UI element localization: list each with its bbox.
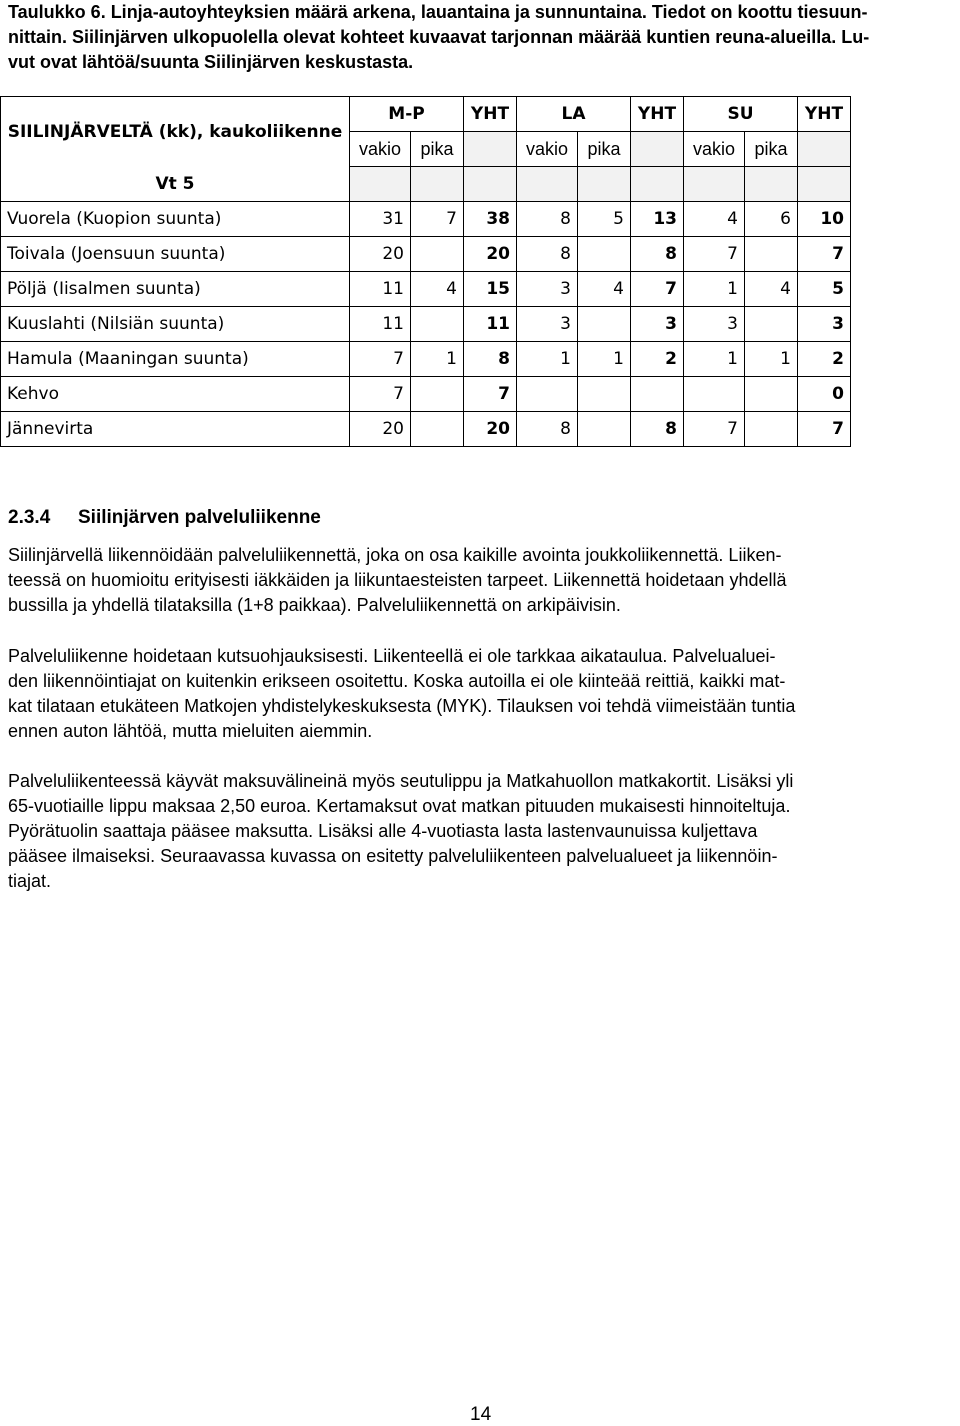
bus-connections-table [0,96,851,447]
empty-cell [517,167,578,202]
header-total: YHT [798,97,851,132]
value-cell: 20 [350,237,411,272]
caption-line: Taulukko 6. Linja-autoyhteyksien määrä arkena, lauantaina ja sunnuntaina. Tiedot on koottu tiesuun- [8,2,868,22]
total-cell: 13 [631,202,684,237]
total-cell: 2 [798,342,851,377]
paragraph-line: den liikennöintiajat on kuitenkin erikseen osoitettu. Koska autoilla ei ole kiinteää reittiä, kaikki mat- [8,671,786,691]
total-cell: 38 [464,202,517,237]
total-cell: 8 [631,412,684,447]
total-cell: 10 [798,202,851,237]
value-cell [578,307,631,342]
value-cell: 7 [684,237,745,272]
paragraph-line: Pyörätuolin saattaja pääsee maksutta. Lisäksi alle 4-vuotiasta lasta lastenvaunuissa kuljettava [8,821,758,841]
table-title: SIILINJÄRVELTÄ (kk), kaukoliikenne [1,97,350,167]
row-label: Kehvo [1,377,350,412]
value-cell [745,412,798,447]
header-total: YHT [631,97,684,132]
table-row [1,202,851,237]
row-label: Pöljä (Iisalmen suunta) [1,272,350,307]
value-cell [745,237,798,272]
total-cell: 2 [631,342,684,377]
value-cell [684,377,745,412]
paragraph-line: bussilla ja yhdellä tilataksilla (1+8 paikkaa). Palveluliikennettä on arkipäivisin. [8,595,621,615]
section-title: Siilinjärven palveluliikenne [78,507,321,528]
value-cell: 6 [745,202,798,237]
value-cell: 1 [411,342,464,377]
paragraph-line: pääsee ilmaiseksi. Seuraavassa kuvassa on esitetty palveluliikenteen palvelualueet ja liikennöin- [8,846,778,866]
subheader-cell: vakio [517,132,578,167]
total-cell: 20 [464,237,517,272]
total-cell: 8 [464,342,517,377]
value-cell: 1 [745,342,798,377]
header-su: SU [684,97,798,132]
caption-line: vut ovat lähtöä/suunta Siilinjärven keskustasta. [8,52,414,72]
subheader-cell: vakio [684,132,745,167]
value-cell [411,412,464,447]
value-cell: 8 [517,202,578,237]
empty-cell [631,132,684,167]
row-label: Hamula (Maaningan suunta) [1,342,350,377]
value-cell: 4 [745,272,798,307]
paragraph-line: Palveluliikenne hoidetaan kutsuohjauksisesti. Liikenteellä ei ole tarkkaa aikataulua. Palvelualuei- [8,646,776,666]
total-cell: 0 [798,377,851,412]
table-row [1,412,851,447]
paragraph [8,644,956,744]
table-row [1,307,851,342]
total-cell: 3 [798,307,851,342]
total-cell: 7 [798,237,851,272]
value-cell [411,307,464,342]
total-cell: 5 [798,272,851,307]
empty-cell [798,132,851,167]
value-cell [411,237,464,272]
total-cell: 7 [631,272,684,307]
value-cell: 8 [517,237,578,272]
value-cell [745,377,798,412]
value-cell: 7 [684,412,745,447]
paragraph-line: ennen auton lähtöä, mutta mieluiten aiemmin. [8,721,373,741]
value-cell: 20 [350,412,411,447]
empty-cell [464,167,517,202]
table-row [1,237,851,272]
value-cell: 11 [350,272,411,307]
value-cell: 7 [411,202,464,237]
header-mp: M-P [350,97,464,132]
header-total: YHT [464,97,517,132]
value-cell: 4 [578,272,631,307]
value-cell [745,307,798,342]
value-cell: 3 [517,307,578,342]
paragraph-line: Siilinjärvellä liikennöidään palveluliikennettä, joka on osa kaikille avointa joukkoliikennettä. Liiken- [8,545,782,565]
value-cell: 8 [517,412,578,447]
header-row [1,97,851,132]
empty-cell [464,132,517,167]
table-row [1,342,851,377]
value-cell: 4 [411,272,464,307]
value-cell: 3 [684,307,745,342]
empty-cell [684,167,745,202]
total-cell: 11 [464,307,517,342]
empty-cell [350,167,411,202]
subheader-cell: pika [578,132,631,167]
row-label: Kuuslahti (Nilsiän suunta) [1,307,350,342]
total-cell: 7 [798,412,851,447]
row-label: Jännevirta [1,412,350,447]
table-row [1,377,851,412]
section-number: 2.3.4 [8,507,51,528]
subheader-cell: pika [411,132,464,167]
subtitle-row [1,167,851,202]
value-cell: 4 [684,202,745,237]
table-body [1,202,851,447]
value-cell [411,377,464,412]
value-cell [578,237,631,272]
value-cell [578,377,631,412]
value-cell: 1 [684,342,745,377]
paragraph-line: tiajat. [8,871,52,891]
total-cell [631,377,684,412]
empty-cell [631,167,684,202]
paragraph-line: Palveluliikenteessä käyvät maksuvälineinä myös seutulippu ja Matkahuollon matkakortit. Lisäksi yli [8,771,794,791]
value-cell: 31 [350,202,411,237]
paragraph [8,543,956,618]
page-number: 14 [470,1404,492,1425]
paragraph-line: kat tilataan etukäteen Matkojen yhdistelykeskuksesta (MYK). Tilauksen voi tehdä viimeistään tuntia [8,696,796,716]
subheader-cell: vakio [350,132,411,167]
row-label: Vuorela (Kuopion suunta) [1,202,350,237]
caption-line: nittain. Siilinjärven ulkopuolella olevat kohteet kuvaavat tarjonnan määrää kuntien reuna-alueilla. Lu- [8,27,870,47]
value-cell: 5 [578,202,631,237]
section-heading [8,507,321,529]
table-subtitle: Vt 5 [1,167,350,202]
total-cell: 8 [631,237,684,272]
paragraph-line: teessä on huomioitu erityisesti iäkkäiden ja liikuntaesteisten tarpeet. Liikennettä hoidetaan yhdellä [8,570,787,590]
value-cell: 3 [517,272,578,307]
value-cell: 1 [684,272,745,307]
empty-cell [411,167,464,202]
empty-cell [578,167,631,202]
row-label: Toivala (Joensuun suunta) [1,237,350,272]
value-cell: 1 [517,342,578,377]
value-cell: 7 [350,377,411,412]
total-cell: 15 [464,272,517,307]
empty-cell [745,167,798,202]
value-cell: 1 [578,342,631,377]
header-la: LA [517,97,631,132]
value-cell [517,377,578,412]
total-cell: 3 [631,307,684,342]
empty-cell [798,167,851,202]
table-row [1,272,851,307]
paragraph-line: 65-vuotiaille lippu maksaa 2,50 euroa. Kertamaksut ovat matkan pituuden mukaisesti hinnoiteltuja. [8,796,791,816]
subheader-cell: pika [745,132,798,167]
value-cell [578,412,631,447]
value-cell: 11 [350,307,411,342]
paragraph [8,769,956,894]
value-cell: 7 [350,342,411,377]
total-cell: 20 [464,412,517,447]
table-caption [8,0,954,75]
total-cell: 7 [464,377,517,412]
